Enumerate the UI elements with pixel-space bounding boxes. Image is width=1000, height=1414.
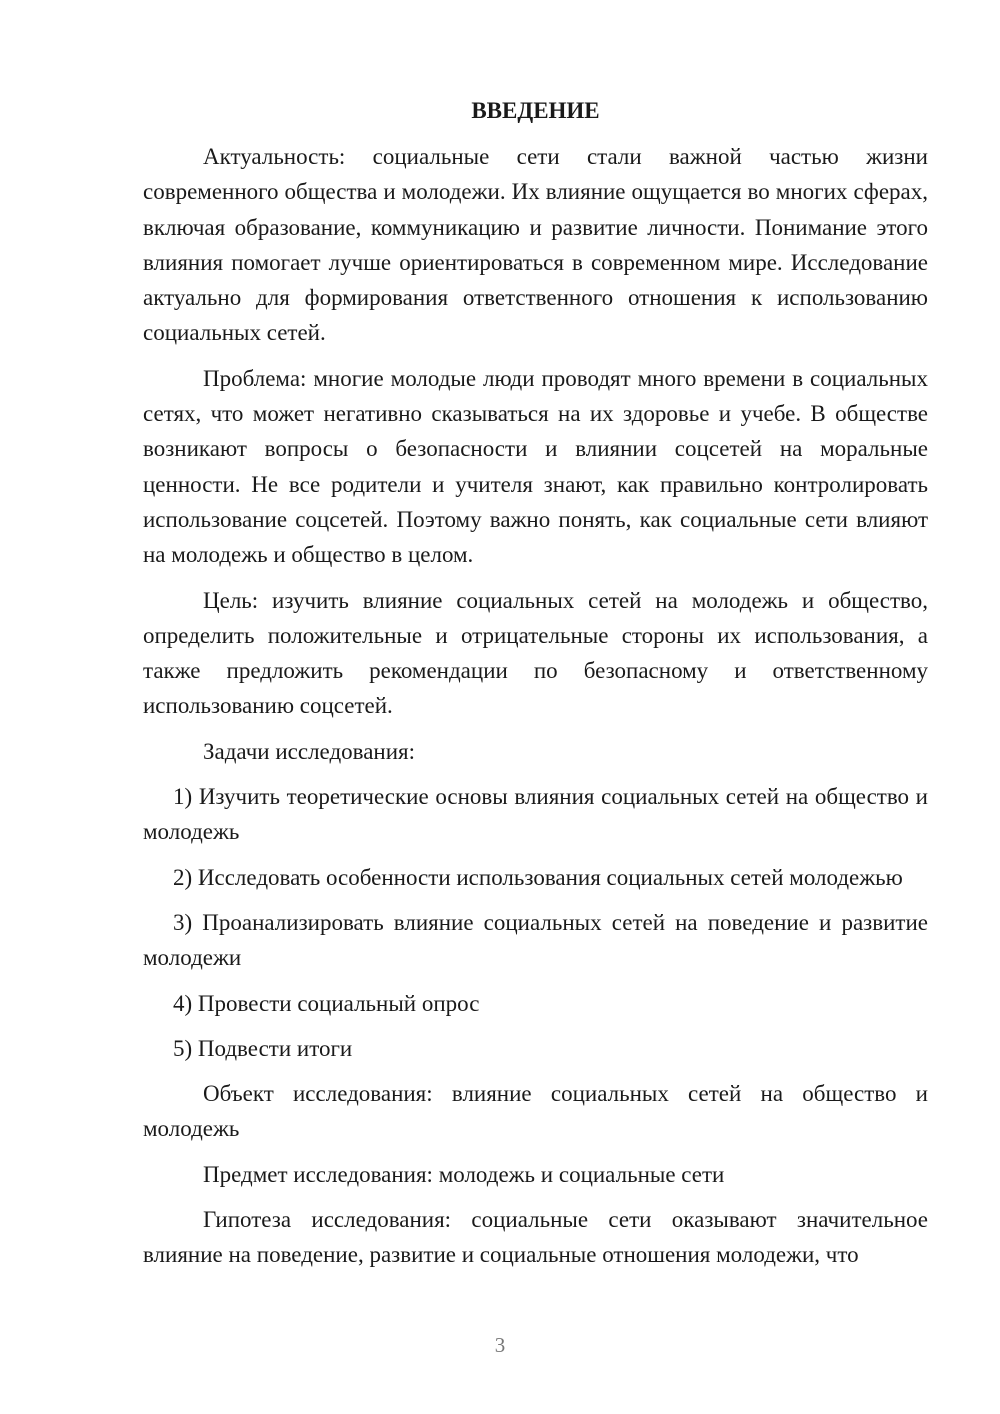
- paragraph-subject: Предмет исследования: молодежь и социальные сети: [203, 1161, 725, 1187]
- task-item-3: 3) Проанализировать влияние социальных сетей на поведение и развитие молодежи: [143, 909, 928, 971]
- section-title: ВВЕДЕНИЕ: [471, 98, 600, 123]
- task-item-1: 1) Изучить теоретические основы влияния социальных сетей на общество и молодежь: [143, 784, 928, 845]
- task-item-5: 5) Подвести итоги: [173, 1035, 353, 1061]
- paragraph-hypothesis: Гипотеза исследования: социальные сети оказывают значительное влияние на поведение, развитие и социальные отношения молодежи, что: [143, 1207, 928, 1268]
- paragraph-problem: Проблема: многие молодые люди проводят много времени в социальных сетях, что может негативно сказываться на их здоровье и учебе. В обществе возникают вопросы о безопасности и влиянии соцсетей на моральные ценности. Не все родители и учителя знают, как правильно контролировать использование соцсетей. Поэтому важно понять, как социальные сети влияют на молодежь и общество в целом.: [143, 365, 928, 568]
- page-content: [143, 93, 928, 1273]
- paragraph-object: Объект исследования: влияние социальных сетей на общество и молодежь: [143, 1081, 928, 1142]
- task-item-4: 4) Провести социальный опрос: [173, 990, 480, 1016]
- page-number: 3: [494, 1333, 506, 1357]
- paragraph-relevance: Актуальность: социальные сети стали важной частью жизни современного общества и молодежи. Их влияние ощущается во многих сферах, включая образование, коммуникацию и развитие личности. Понимание этого влияния помогает лучше ориентироваться в современном мире. Исследование актуально для формирования ответственного отношения к использованию социальных сетей.: [143, 144, 928, 346]
- tasks-heading: Задачи исследования:: [203, 738, 416, 764]
- task-item-2: 2) Исследовать особенности использования социальных сетей молодежью: [173, 864, 903, 890]
- paragraph-goal: Цель: изучить влияние социальных сетей на молодежь и общество, определить положительные и отрицательные стороны их использования, а также предложить рекомендации по безопасному и ответственному использованию соцсетей.: [143, 587, 928, 719]
